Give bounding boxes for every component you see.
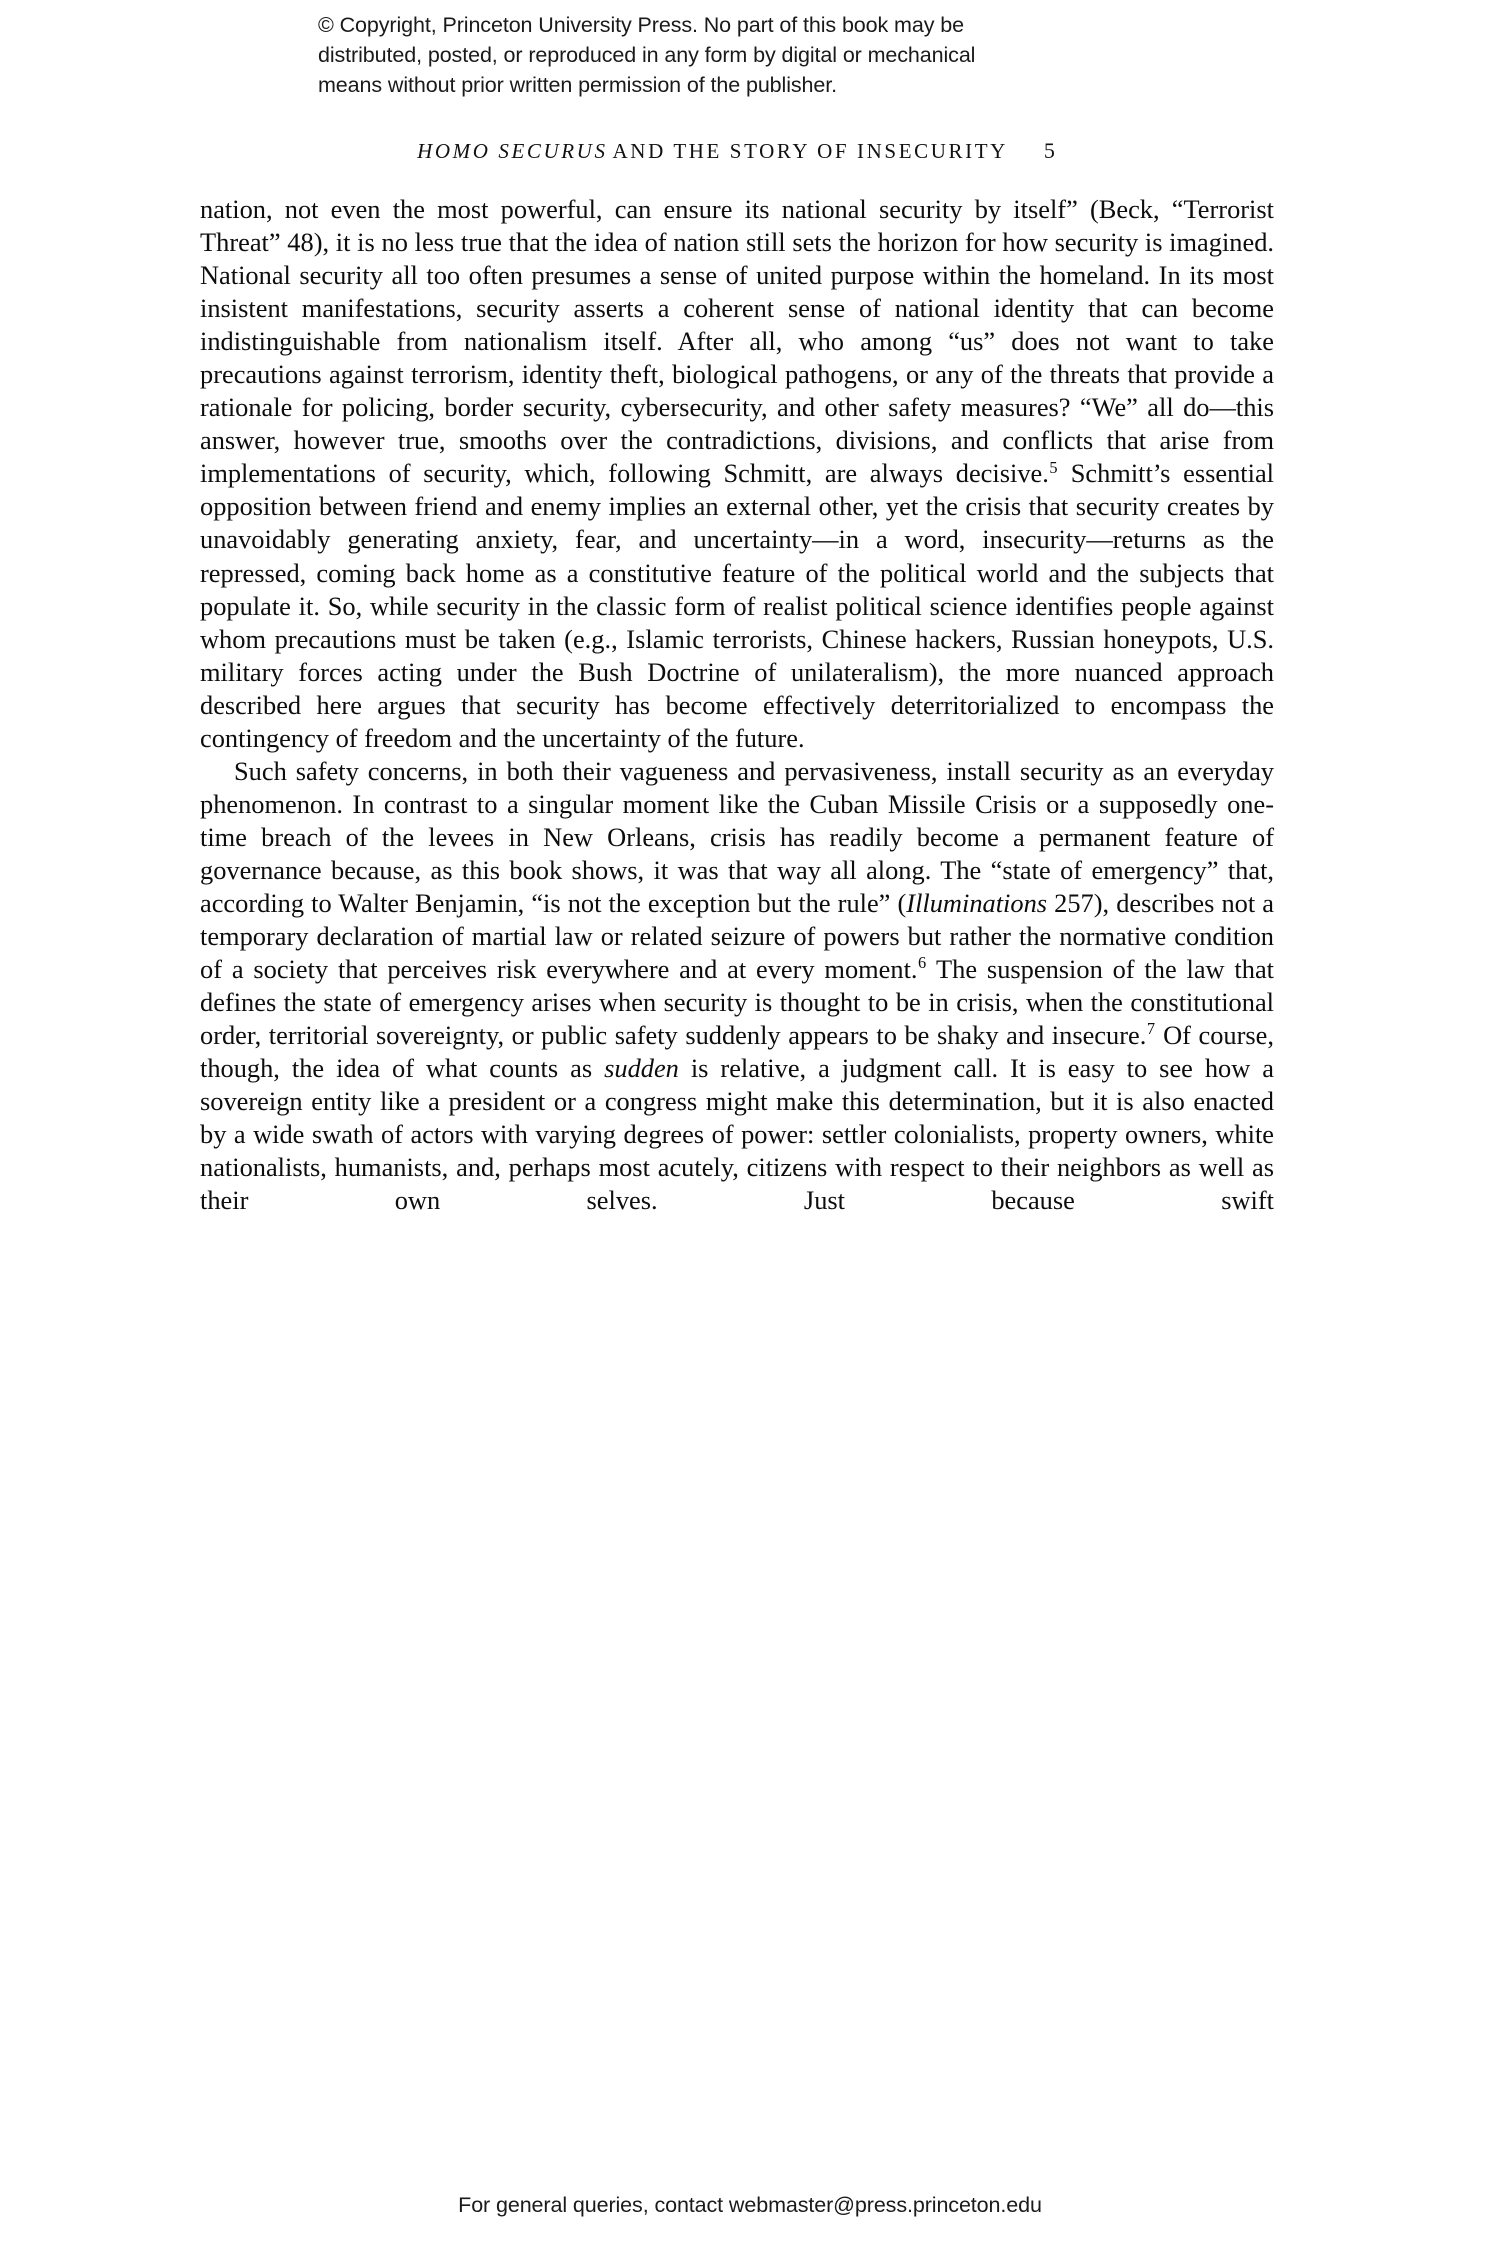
footer-query-notice: For general queries, contact webmaster@press.princeton.edu [458, 2193, 1042, 2217]
paragraph-2-run-3: The suspension of the law that defines the state of emergency arises when security is thought to be in crisis, when the constitutional order, territorial sovereignty, or public safety suddenly appears to be shaky and insecure. [200, 954, 1274, 1051]
paragraph-2-run-4: Of course, though, the idea of what counts as [200, 1020, 1274, 1084]
copyright-line-3: means without prior written permission of the publisher. [318, 73, 838, 97]
footnote-marker-5: 5 [1049, 457, 1058, 477]
body-text-block [200, 193, 1274, 1251]
running-head-subtitle: AND THE STORY OF INSECURITY [612, 139, 1008, 163]
page-number: 5 [1043, 138, 1055, 163]
copyright-notice [318, 10, 1178, 100]
footnote-marker-6: 6 [918, 953, 927, 973]
footnote-marker-7: 7 [1146, 1019, 1155, 1039]
paragraph-such-safety-concerns [200, 755, 1274, 1251]
paragraph-2-run-1: Such safety concerns, in both their vagueness and pervasiveness, install security as an everyday phenomenon. In contrast to a singular moment like the Cuban Missile Crisis or a supposedly one-time breach of the levees in New Orleans, crisis has readily become a permanent feature of governance because, as this book shows, it was that way all along. The “state of emergency” that, according to Walter Benjamin, “is not the exception but the rule” ( [200, 755, 1274, 918]
emphasis-sudden: sudden [604, 1053, 679, 1084]
copyright-line-1: © Copyright, Princeton University Press. No part of this book may be [318, 13, 964, 37]
paragraph-2-run-5: is relative, a judgment call. It is easy to see how a sovereign entity like a president or a congress might make this determination, but it is also enacted by a wide swath of actors with varying degrees of power: settler colonialists, property owners, white nationalists, humanists, and, perhaps most acutely, citizens with respect to their neighbors as well as their own selves. Just because swift [200, 1053, 1274, 1216]
running-head-chapter-title: HOMO SECURUS [417, 139, 608, 163]
paragraph-1-run-2: Schmitt’s essential opposition between friend and enemy implies an external other, yet the crisis that security creates by unavoidably generating anxiety, fear, and uncertainty—in a word, insecurity—returns as the repressed, coming back home as a constitutive feature of the political world and the subjects that populate it. So, while security in the classic form of realist political science identifies people against whom precautions must be taken (e.g., Islamic terrorists, Chinese hackers, Russian honeypots, U.S. military forces acting under the Bush Doctrine of unilateralism), the more nuanced approach described here argues that security has become effectively deterritorialized to encompass the contingency of freedom and the uncertainty of the future. [200, 458, 1274, 753]
paragraph-1-run-1: nation, not even the most powerful, can ensure its national security by itself” (Beck, “Terrorist Threat” 48), it is no less true that the idea of nation still sets the horizon for how security is imagined. National security all too often presumes a sense of united purpose within the homeland. In its most insistent manifestations, security asserts a coherent sense of national identity that can become indistinguishable from nationalism itself. After all, who among “us” does not want to take precautions against terrorism, identity theft, biological pathogens, or any of the threats that provide a rationale for policing, border security, cybersecurity, and other safety measures? “We” all do—this answer, however true, smooths over the contradictions, divisions, and conflicts that arise from implementations of security, which, following Schmitt, are always decisive. [200, 194, 1274, 489]
paragraph-continued [200, 193, 1274, 755]
running-head [200, 138, 1272, 172]
copyright-line-2: distributed, posted, or reproduced in any form by digital or mechanical [318, 43, 976, 67]
cited-work-title-illuminations: Illuminations [906, 887, 1048, 918]
paragraph-2-run-2: 257), describes not a temporary declaration of martial law or related seizure of powers but rather the normative condition of a society that perceives risk everywhere and at every moment. [200, 887, 1274, 985]
